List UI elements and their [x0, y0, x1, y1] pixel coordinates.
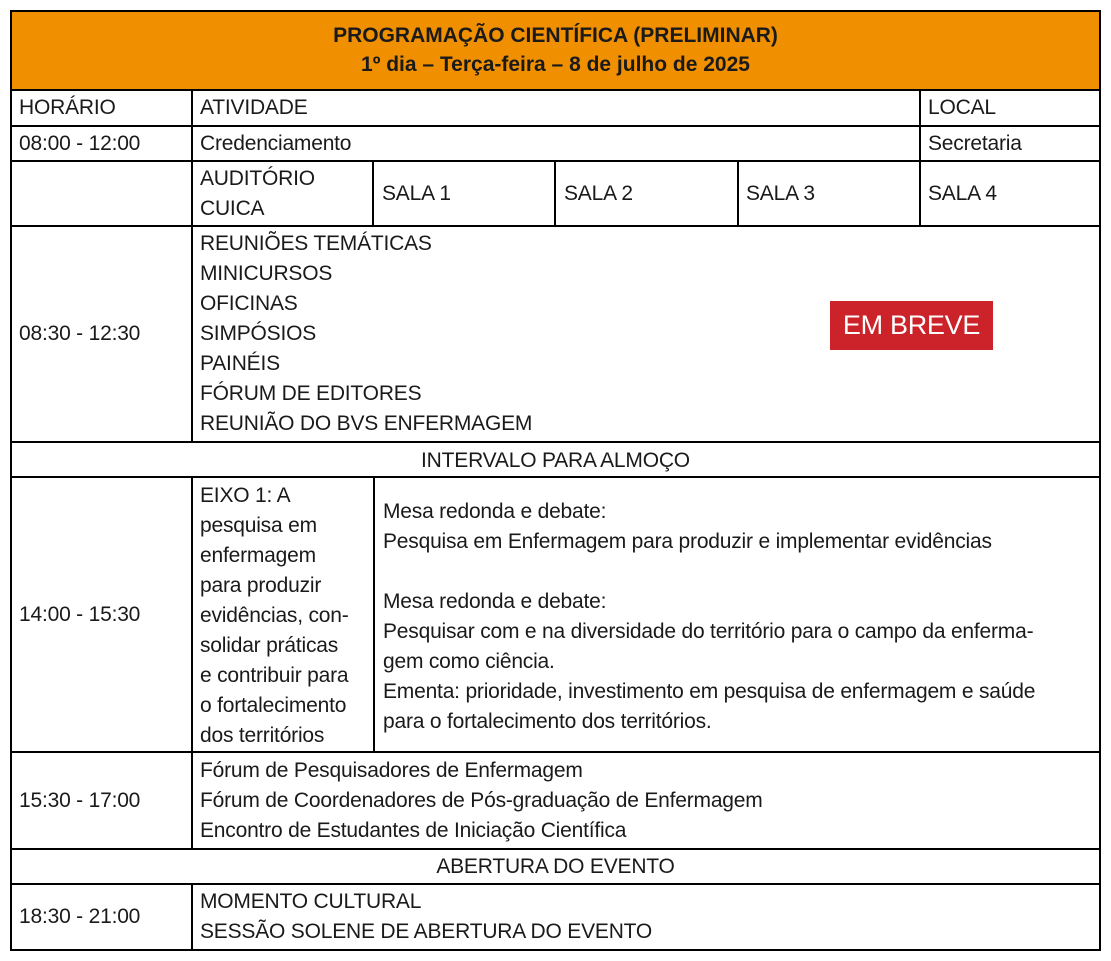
column-divider: [191, 476, 193, 850]
eixo-line: solidar práticas: [200, 634, 339, 657]
schedule-title: PROGRAMAÇÃO CIENTÍFICA (PRELIMINAR): [333, 24, 778, 47]
row-divider: [10, 476, 1101, 478]
row-divider: [10, 848, 1101, 850]
column-divider: [737, 160, 739, 227]
column-divider: [373, 476, 375, 753]
row-divider: [10, 441, 1101, 443]
location-secretaria: Secretaria: [928, 132, 1022, 155]
row-divider: [10, 883, 1101, 885]
forum-item: Encontro de Estudantes de Iniciação Científica: [200, 819, 627, 842]
mesa-1-title: Pesquisa em Enfermagem para produzir e implementar evidências: [383, 530, 992, 553]
column-header-activity: ATIVIDADE: [200, 96, 308, 119]
activity-item: OFICINAS: [200, 292, 298, 315]
ementa: para o fortalecimento dos territórios.: [383, 710, 712, 733]
eixo-line: enfermagem: [200, 544, 316, 567]
column-divider: [919, 89, 921, 227]
eixo-line: evidências, con-: [200, 604, 349, 627]
row-divider: [10, 751, 1101, 753]
schedule-header: [10, 10, 1101, 89]
activity-credenciamento: Credenciamento: [200, 132, 352, 155]
column-divider: [554, 160, 556, 227]
em-breve-badge: EM BREVE: [830, 301, 993, 350]
activity-item: MINICURSOS: [200, 262, 333, 285]
room-sala-1: SALA 1: [382, 182, 451, 205]
eixo-line: o fortalecimento: [200, 694, 347, 717]
eixo-line: EIXO 1: A: [200, 484, 291, 507]
room-auditorio: AUDITÓRIO: [200, 167, 315, 190]
mesa-1-label: Mesa redonda e debate:: [383, 500, 607, 523]
eixo-line: e contribuir para: [200, 664, 349, 687]
mesa-2-title: Pesquisar com e na diversidade do território para o campo da enferma-: [383, 620, 1034, 643]
eixo-line: para produzir: [200, 574, 322, 597]
column-divider: [191, 89, 193, 443]
opening-break: ABERTURA DO EVENTO: [436, 855, 675, 878]
row-divider: [10, 125, 1101, 127]
time-forum: 15:30 - 17:00: [19, 789, 141, 812]
time-eixo: 14:00 - 15:30: [19, 603, 141, 626]
time-evening: 18:30 - 21:00: [19, 905, 141, 928]
mesa-2-label: Mesa redonda e debate:: [383, 590, 607, 613]
room-auditorio-name: CUICA: [200, 197, 265, 220]
ementa: Ementa: prioridade, investimento em pesquisa de enfermagem e saúde: [383, 680, 1036, 703]
evening-item: SESSÃO SOLENE DE ABERTURA DO EVENTO: [200, 920, 653, 943]
lunch-break: INTERVALO PARA ALMOÇO: [421, 449, 690, 472]
activity-item: FÓRUM DE EDITORES: [200, 382, 422, 405]
room-sala-3: SALA 3: [746, 182, 815, 205]
activity-item: REUNIÃO DO BVS ENFERMAGEM: [200, 412, 533, 435]
time-morning: 08:30 - 12:30: [19, 322, 141, 345]
forum-item: Fórum de Pesquisadores de Enfermagem: [200, 759, 583, 782]
activity-item: PAINÉIS: [200, 352, 280, 375]
column-header-time: HORÁRIO: [19, 96, 116, 119]
time-credenciamento: 08:00 - 12:00: [19, 132, 141, 155]
room-sala-2: SALA 2: [564, 182, 633, 205]
mesa-2-title: gem como ciência.: [383, 650, 555, 673]
eixo-line: dos territórios: [200, 724, 325, 747]
column-header-location: LOCAL: [928, 96, 996, 119]
eixo-line: pesquisa em: [200, 514, 317, 537]
room-sala-4: SALA 4: [928, 182, 997, 205]
forum-item: Fórum de Coordenadores de Pós-graduação de Enfermagem: [200, 789, 763, 812]
evening-item: MOMENTO CULTURAL: [200, 890, 422, 913]
activity-item: SIMPÓSIOS: [200, 322, 317, 345]
column-divider: [372, 160, 374, 227]
schedule-date: 1º dia – Terça-feira – 8 de julho de 2025: [361, 53, 750, 76]
column-divider: [191, 883, 193, 951]
activity-item: REUNIÕES TEMÁTICAS: [200, 232, 432, 255]
